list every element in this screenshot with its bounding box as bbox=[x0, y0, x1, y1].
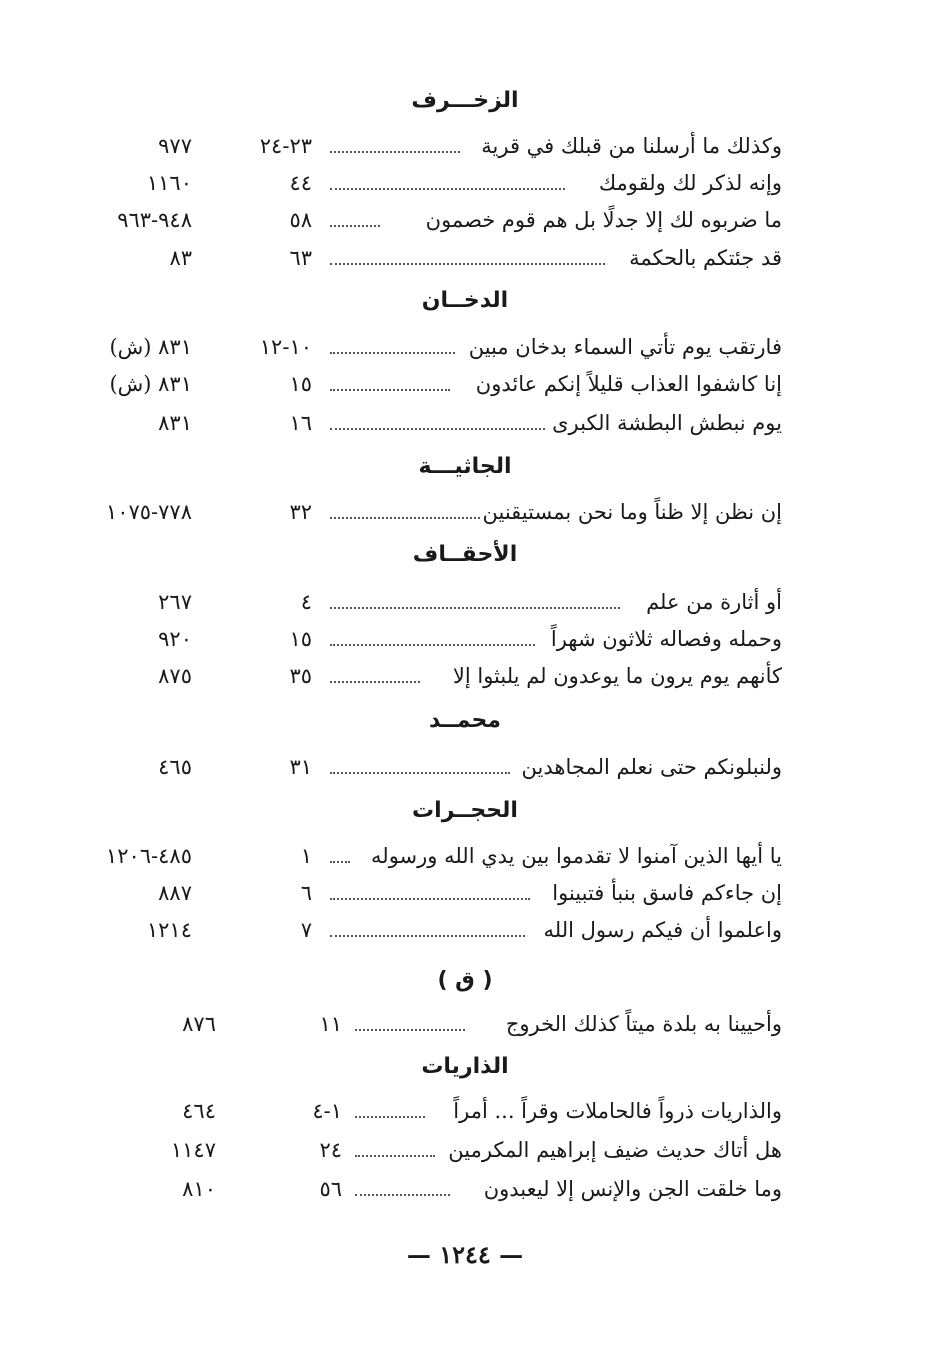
page-reference: ٩٤٨-٩٦٣ bbox=[117, 208, 192, 232]
section-title-muhammad: محمــد bbox=[429, 708, 501, 733]
leader-dots bbox=[330, 428, 545, 430]
ayah-number: ٣٥ bbox=[289, 664, 312, 688]
index-entry bbox=[0, 878, 930, 912]
page-reference: ٩٢٠ bbox=[158, 627, 192, 651]
index-entry bbox=[0, 624, 930, 658]
ayah-number: ١-٤ bbox=[312, 1099, 342, 1123]
page-reference: ٨١٠ bbox=[182, 1177, 216, 1201]
ayah-number: ١١ bbox=[319, 1012, 342, 1036]
page-reference: ٧٧٨-١٠٧٥ bbox=[105, 500, 192, 524]
ayah-number: ٥٦ bbox=[319, 1177, 342, 1201]
page-reference: ٨٧٦ bbox=[182, 1012, 216, 1036]
verse-text: فارتقب يوم تأتي السماء بدخان مبين bbox=[468, 335, 782, 359]
page-reference: ١١٦٠ bbox=[146, 171, 192, 195]
section-title-dhariyat: الذاريات bbox=[421, 1054, 509, 1079]
index-entry bbox=[0, 332, 930, 366]
ayah-number: ٤ bbox=[300, 590, 312, 614]
page-reference: ٩٧٧ bbox=[158, 134, 192, 158]
page-reference: ٨٣١ (ش) bbox=[109, 372, 192, 396]
leader-dots bbox=[330, 225, 380, 227]
index-entry bbox=[0, 408, 930, 442]
verse-text: قد جئتكم بالحكمة bbox=[629, 246, 782, 270]
ayah-number: ٦ bbox=[300, 881, 312, 905]
ayah-number: ١٠-١٢ bbox=[259, 335, 312, 359]
index-entry bbox=[0, 497, 930, 531]
page-reference: ١٢١٤ bbox=[146, 918, 192, 942]
verse-text: والذاريات ذرواً فالحاملات وقراً ... أمراً bbox=[453, 1099, 782, 1123]
verse-text: يا أيها الذين آمنوا لا تقدموا بين يدي الله ورسوله bbox=[371, 844, 782, 868]
page-reference: ٤٨٥-١٢٠٦ bbox=[105, 844, 192, 868]
leader-dots bbox=[330, 352, 455, 354]
leader-dots bbox=[330, 607, 620, 609]
leader-dots bbox=[330, 898, 530, 900]
index-entry bbox=[0, 131, 930, 165]
ayah-number: ٣١ bbox=[289, 755, 312, 779]
leader-dots bbox=[330, 188, 565, 190]
ayah-number: ٥٨ bbox=[289, 208, 312, 232]
section-title-dukhan: الدخــان bbox=[421, 288, 509, 313]
page-reference: ٨٨٧ bbox=[158, 881, 192, 905]
ayah-number: ٤٤ bbox=[289, 171, 312, 195]
section-title-hujurat: الحجــرات bbox=[412, 798, 518, 823]
leader-dots bbox=[330, 389, 450, 391]
page-reference: ٨٣١ (ش) bbox=[109, 335, 192, 359]
leader-dots bbox=[355, 1116, 425, 1118]
leader-dots bbox=[330, 772, 510, 774]
index-entry bbox=[0, 168, 930, 202]
verse-text: واعلموا أن فيكم رسول الله bbox=[543, 918, 782, 942]
page-reference: ١١٤٧ bbox=[170, 1138, 216, 1162]
ayah-number: ٣٢ bbox=[289, 500, 312, 524]
page-reference: ٨٣ bbox=[169, 246, 192, 270]
leader-dots bbox=[330, 517, 480, 519]
ayah-number: ٦٣ bbox=[289, 246, 312, 270]
page-reference: ٤٦٥ bbox=[158, 755, 192, 779]
index-entry bbox=[0, 752, 930, 786]
leader-dots bbox=[330, 861, 350, 863]
verse-text: أو أثارة من علم bbox=[646, 590, 782, 614]
index-entry bbox=[0, 243, 930, 277]
section-title-jathiya: الجاثيـــة bbox=[418, 454, 512, 479]
page-reference: ٤٦٤ bbox=[182, 1099, 216, 1123]
page-reference: ٢٦٧ bbox=[158, 590, 192, 614]
verse-text: وحمله وفصاله ثلاثون شهراً bbox=[550, 627, 782, 651]
verse-text: ما ضربوه لك إلا جدلًا بل هم قوم خصمون bbox=[425, 208, 782, 232]
leader-dots bbox=[355, 1194, 450, 1196]
leader-dots bbox=[330, 263, 605, 265]
verse-text: إن نظن إلا ظناً وما نحن بمستيقنين bbox=[482, 500, 782, 524]
index-entry bbox=[0, 915, 930, 949]
leader-dots bbox=[355, 1155, 435, 1157]
verse-text: وكذلك ما أرسلنا من قبلك في قرية bbox=[481, 134, 782, 158]
leader-dots bbox=[330, 681, 420, 683]
index-entry bbox=[0, 1174, 930, 1208]
index-entry bbox=[0, 841, 930, 875]
verse-text: إنا كاشفوا العذاب قليلاً إنكم عائدون bbox=[475, 372, 782, 396]
ayah-number: ١٦ bbox=[289, 411, 312, 435]
leader-dots bbox=[330, 151, 460, 153]
ayah-number: ١٥ bbox=[289, 372, 312, 396]
page-reference: ٨٣١ bbox=[158, 411, 192, 435]
index-entry bbox=[0, 1096, 930, 1130]
verse-text: هل أتاك حديث ضيف إبراهيم المكرمين bbox=[448, 1138, 782, 1162]
index-entry bbox=[0, 587, 930, 621]
verse-text: كأنهم يوم يرون ما يوعدون لم يلبثوا إلا bbox=[452, 664, 782, 688]
verse-text: ولنبلونكم حتى نعلم المجاهدين bbox=[521, 755, 782, 779]
page-number: — ١٢٤٤ — bbox=[406, 1240, 524, 1269]
leader-dots bbox=[355, 1029, 465, 1031]
verse-text: وما خلقت الجن والإنس إلا ليعبدون bbox=[483, 1177, 782, 1201]
ayah-number: ٢٤ bbox=[319, 1138, 342, 1162]
verse-text: وإنه لذكر لك ولقومك bbox=[598, 171, 782, 195]
index-entry bbox=[0, 661, 930, 695]
leader-dots bbox=[330, 935, 525, 937]
index-entry bbox=[0, 1009, 930, 1043]
section-title-zukhruf: الزخـــرف bbox=[411, 88, 519, 113]
ayah-number: ٧ bbox=[300, 918, 312, 942]
verse-text: وأحيينا به بلدة ميتاً كذلك الخروج bbox=[505, 1012, 782, 1036]
verse-text: يوم نبطش البطشة الكبرى bbox=[552, 411, 782, 435]
leader-dots bbox=[330, 644, 535, 646]
index-entry bbox=[0, 1135, 930, 1169]
ayah-number: ٢٣-٢٤ bbox=[259, 134, 312, 158]
section-title-ahqaf: الأحقــاف bbox=[412, 542, 518, 567]
ayah-number: ١ bbox=[300, 844, 312, 868]
index-entry bbox=[0, 369, 930, 403]
page-reference: ٨٧٥ bbox=[158, 664, 192, 688]
index-entry bbox=[0, 205, 930, 239]
section-title-qaf: ( ق ) bbox=[437, 968, 493, 993]
ayah-number: ١٥ bbox=[289, 627, 312, 651]
verse-text: إن جاءكم فاسق بنبأ فتبينوا bbox=[552, 881, 782, 905]
